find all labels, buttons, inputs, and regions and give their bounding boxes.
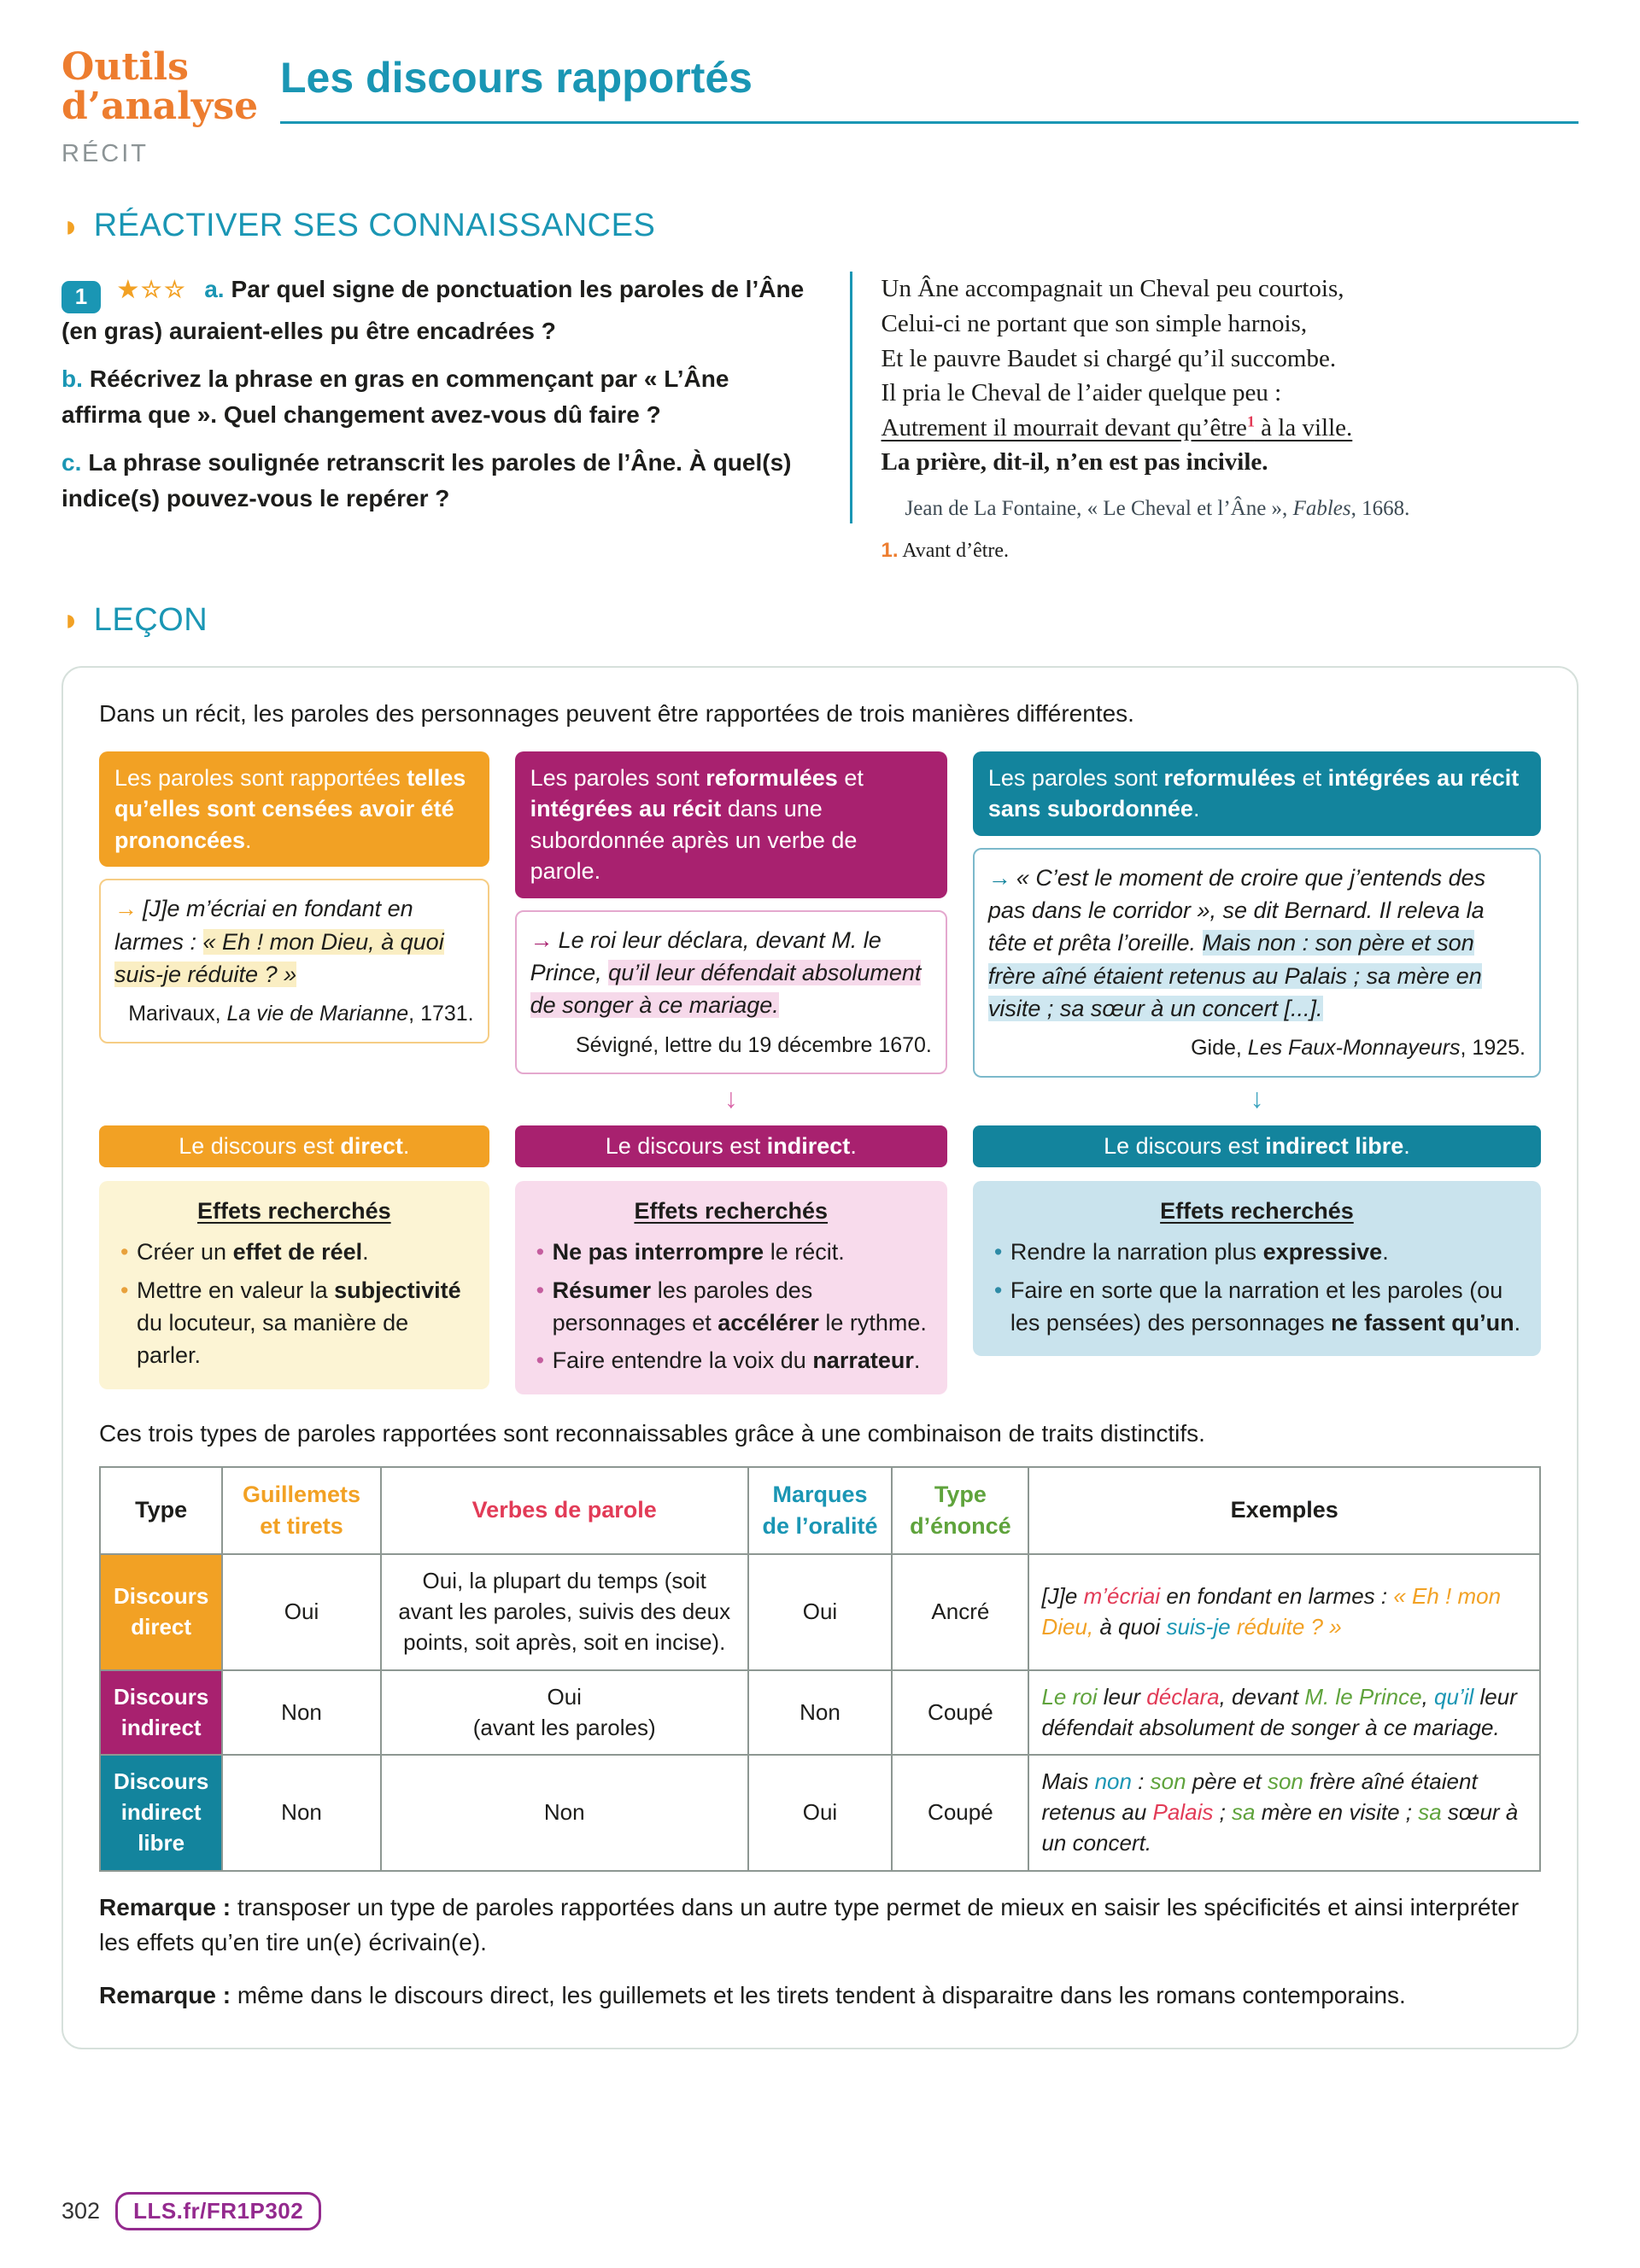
- example-indirect: [515, 910, 947, 1074]
- column-direct-header: Les paroles sont rapportées telles qu’elles sont censées avoir été prononcées.: [99, 751, 489, 867]
- row-label-indirect-libre: Discours indirect libre: [100, 1755, 222, 1871]
- table-row-indirect-libre: [100, 1755, 1540, 1871]
- poem-line-3: Et le pauvre Baudet si chargé qu’il succombe.: [881, 344, 1337, 372]
- example-direct-text: [J]e m’écriai en fondant en larmes : « Eh ! mon Dieu, à quoi suis-je réduite ? »: [114, 896, 444, 987]
- column-direct: [99, 751, 489, 1112]
- poem: [850, 272, 1578, 523]
- page-footer: [62, 2192, 321, 2230]
- effects-item: • Créer un effet de réel.: [116, 1236, 472, 1268]
- table-intro: Ces trois types de paroles rapportées sont reconnaissables grâce à une combinaison de traits distinctifs.: [99, 1419, 1205, 1447]
- remark-text: même dans le discours direct, les guillemets et les tirets tendent à disparaitre dans les romans contemporains.: [237, 1982, 1406, 2009]
- effects-indirect: [515, 1181, 947, 1394]
- questions-block: [62, 272, 805, 563]
- question-a-label: a.: [204, 276, 225, 303]
- remark-text: transposer un type de paroles rapportées dans un autre type permet de mieux en saisir les spécificités et ainsi interpréter les effets qu’en tire un(e) écrivain(e).: [99, 1894, 1520, 1955]
- question-b: [62, 361, 805, 433]
- column-indirect-libre: [973, 751, 1541, 1112]
- question-a: [62, 272, 805, 349]
- effects-item: • Faire entendre la voix du narrateur.: [532, 1344, 930, 1377]
- example-indirect-libre-source: Gide, Les Faux-Monnayeurs, 1925.: [1191, 1036, 1526, 1061]
- table-row-indirect: [100, 1670, 1540, 1756]
- effects-title: Effets recherchés: [197, 1197, 391, 1224]
- table-header-row: [100, 1467, 1540, 1555]
- cell-exemple: Le roi leur déclara, devant M. le Prince, qu’il leur défendait absolument de songer à ce mariage.: [1028, 1670, 1540, 1756]
- example-indirect-libre: [973, 848, 1541, 1078]
- remark-label: Remarque :: [99, 1894, 231, 1921]
- column-indirect-header: Les paroles sont reformulées et intégrées au récit dans une subordonnée après un verbe de parole.: [515, 751, 947, 898]
- effects-list: [990, 1236, 1524, 1339]
- table-header-marques: Marques de l’oralité: [748, 1467, 893, 1555]
- section-heading-lecon: [62, 602, 1578, 639]
- question-c-label: c.: [62, 448, 82, 476]
- poem-line-1: Un Âne accompagnait un Cheval peu courtois,: [881, 275, 1344, 303]
- brand-title: [62, 45, 280, 129]
- cell-guillemets: Non: [222, 1670, 380, 1756]
- arrow-right-icon: →: [987, 864, 1011, 891]
- cell-exemple: Mais non : son père et son frère aîné étaient retenus au Palais ; sa mère en visite ; sa sœur à un concert.: [1028, 1755, 1540, 1871]
- cell-guillemets: Non: [222, 1755, 380, 1871]
- effects-list: [532, 1236, 930, 1377]
- brand-line2: d’analyse: [62, 85, 259, 129]
- section-bullet-icon: ◗: [62, 208, 80, 243]
- traits-table: [99, 1466, 1541, 1873]
- bar-discours-indirect: Le discours est indirect.: [515, 1125, 947, 1167]
- page-header: [62, 45, 1578, 168]
- example-direct: [99, 879, 489, 1043]
- table-header-verbes: Verbes de parole: [381, 1467, 748, 1555]
- effects-item: • Résumer les paroles des personnages et accélérer le rythme.: [532, 1274, 930, 1340]
- poem-attribution: Jean de La Fontaine, « Le Cheval et l’Âne », Fables, 1668.: [905, 496, 1410, 520]
- effects-indirect-libre: [973, 1181, 1541, 1356]
- footer-link-badge[interactable]: LLS.fr/FR1P302: [115, 2192, 321, 2230]
- remark-1: [99, 1891, 1541, 1960]
- brand-block: [62, 45, 280, 168]
- section-heading-reactivate: [62, 208, 1578, 244]
- page-number: 302: [62, 2198, 101, 2224]
- effects-title: Effets recherchés: [1160, 1197, 1354, 1224]
- example-indirect-source: Sévigné, lettre du 19 décembre 1670.: [575, 1032, 932, 1057]
- cell-guillemets: Oui: [222, 1554, 380, 1670]
- effects-direct: [99, 1181, 489, 1389]
- exercise-number-badge: 1: [62, 281, 101, 313]
- table-header-enonce: Type d’énoncé: [892, 1467, 1028, 1555]
- flow-arrow-icon: ↓: [1250, 1082, 1264, 1114]
- cell-enonce: Ancré: [892, 1554, 1028, 1670]
- poem-column: [850, 272, 1578, 563]
- question-a-text: Par quel signe de ponctuation les paroles de l’Âne (en gras) auraient-elles pu être encadrées ?: [62, 276, 805, 344]
- effects-item: • Mettre en valeur la subjectivité du locuteur, sa manière de parler.: [116, 1274, 472, 1372]
- lesson-intro: Dans un récit, les paroles des personnages peuvent être rapportées de trois manières différentes.: [99, 699, 1134, 727]
- cell-verbes: Non: [381, 1755, 748, 1871]
- lesson-box: [62, 666, 1578, 2049]
- bar-discours-indirect-libre: Le discours est indirect libre.: [973, 1125, 1541, 1167]
- effects-item: • Ne pas interrompre le récit.: [532, 1236, 930, 1268]
- bar-discours-direct: Le discours est direct.: [99, 1125, 489, 1167]
- brand-subtitle: RÉCIT: [62, 140, 149, 168]
- table-row-direct: [100, 1554, 1540, 1670]
- question-c: [62, 445, 805, 517]
- question-c-text: La phrase soulignée retranscrit les paroles de l’Âne. À quel(s) indice(s) pouvez-vous le repérer ?: [62, 448, 792, 511]
- poem-line-5-underlined: Autrement il mourrait devant qu’être$^1$ à la ville.: [881, 412, 1353, 441]
- cell-enonce: Coupé: [892, 1670, 1028, 1756]
- brand-line1: Outils: [62, 45, 189, 89]
- row-label-indirect: Discours indirect: [100, 1670, 222, 1756]
- flow-arrow-icon: ↓: [723, 1082, 738, 1114]
- example-direct-source: Marivaux, La vie de Marianne, 1731.: [128, 1002, 474, 1026]
- poem-line-2: Celui-ci ne portant que son simple harnois,: [881, 309, 1308, 337]
- question-b-label: b.: [62, 365, 83, 392]
- question-b-text: Réécrivez la phrase en gras en commençant par « L’Âne affirma que ». Quel changement avez-vous dû faire ?: [62, 365, 729, 428]
- remark-label: Remarque :: [99, 1982, 231, 2009]
- title-wrap: [280, 48, 1578, 124]
- column-indirect: [515, 751, 947, 1112]
- section-bullet-icon: ◗: [62, 602, 80, 638]
- column-indirect-libre-header: Les paroles sont reformulées et intégrées au récit sans subordonnée.: [973, 751, 1541, 836]
- effects-list: [116, 1236, 472, 1371]
- page-title: Les discours rapportés: [280, 54, 753, 102]
- lesson-columns: [99, 751, 1541, 1394]
- section-title: RÉACTIVER SES CONNAISSANCES: [93, 208, 656, 244]
- effects-title: Effets recherchés: [634, 1197, 829, 1224]
- activate-columns: [62, 272, 1578, 563]
- arrow-right-icon: →: [530, 926, 554, 953]
- table-header-type: Type: [100, 1467, 222, 1555]
- cell-verbes: Oui (avant les paroles): [381, 1670, 748, 1756]
- cell-marques: Non: [748, 1670, 893, 1756]
- row-label-direct: Discours direct: [100, 1554, 222, 1670]
- effects-item: • Rendre la narration plus expressive.: [990, 1236, 1524, 1268]
- effects-item: • Faire en sorte que la narration et les paroles (ou les pensées) des personnages ne fassent qu’un.: [990, 1274, 1524, 1340]
- example-indirect-libre-text: « C’est le moment de croire que j’entends des pas dans le corridor », se dit Bernard. Il releva la tête et prêta l’oreille. Mais non : son père et son frère aîné étaient retenus au Palais ; sa mère en visite ; sa sœur à un concert [...].: [987, 864, 1486, 1022]
- table-header-exemples: Exemples: [1028, 1467, 1540, 1555]
- arrow-right-icon: →: [114, 896, 138, 922]
- table-header-guillemets: Guillemets et tirets: [222, 1467, 380, 1555]
- example-indirect-text: Le roi leur déclara, devant M. le Prince, qu’il leur défendait absolument de songer à ce mariage.: [530, 926, 922, 1019]
- cell-marques: Oui: [748, 1755, 893, 1871]
- cell-marques: Oui: [748, 1554, 893, 1670]
- section-title-lecon: LEÇON: [93, 601, 208, 638]
- poem-footnote: 1. Avant d’être.: [881, 538, 1010, 562]
- difficulty-stars-icon: ★☆☆: [117, 277, 188, 303]
- poem-line-4: Il pria le Cheval de l’aider quelque peu :: [881, 379, 1282, 407]
- cell-exemple: [J]e m’écriai en fondant en larmes : « Eh ! mon Dieu, à quoi suis-je réduite ? »: [1028, 1554, 1540, 1670]
- remark-2: [99, 1979, 1541, 2014]
- cell-enonce: Coupé: [892, 1755, 1028, 1871]
- cell-verbes: Oui, la plupart du temps (soit avant les paroles, suivis des deux points, soit après, soit en incise).: [381, 1554, 748, 1670]
- poem-line-6-bold: La prière, dit-il, n’en est pas incivile.: [881, 448, 1268, 476]
